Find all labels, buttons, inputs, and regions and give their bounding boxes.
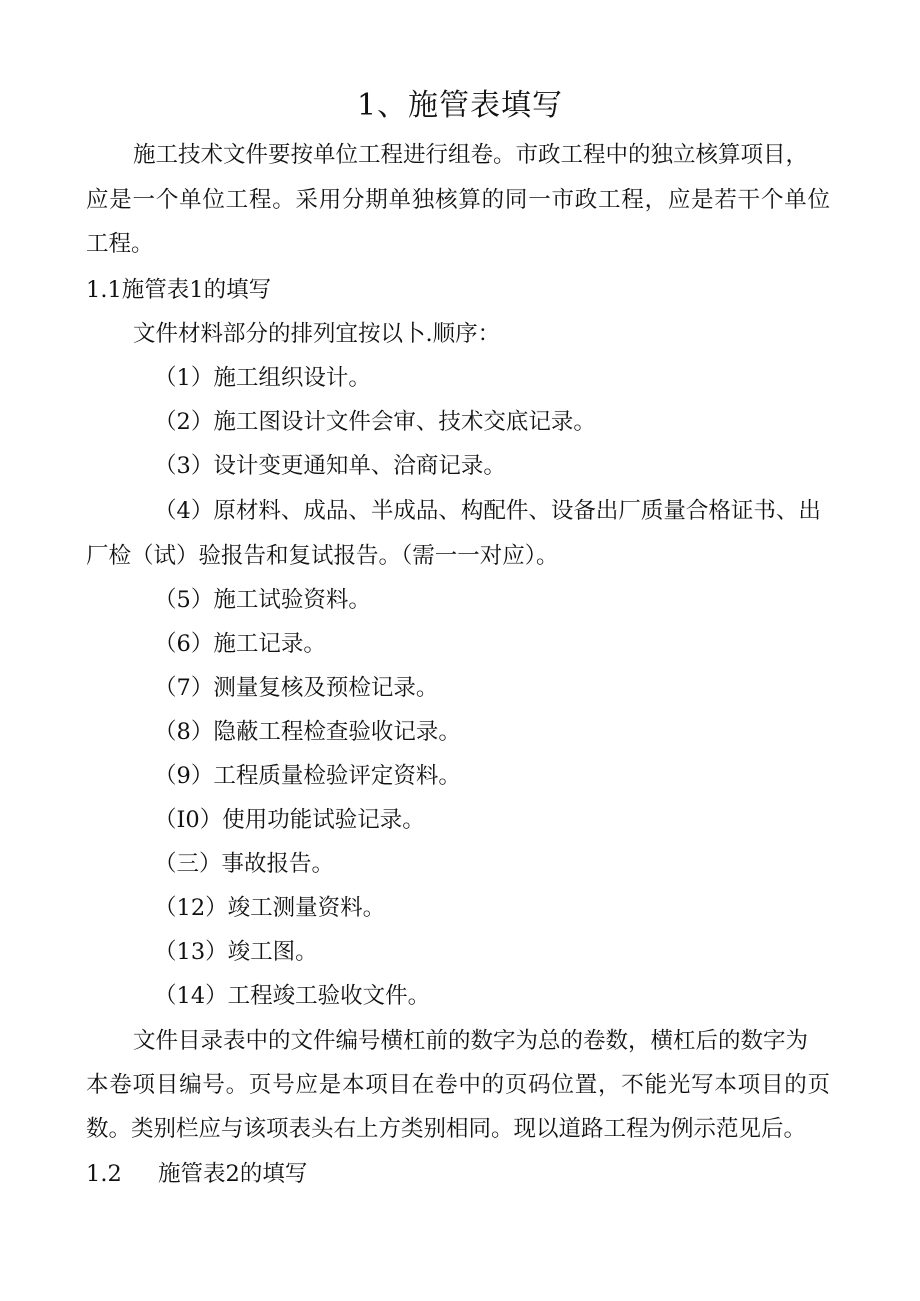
list-item: （3）设计变更通知单、洽商记录。: [154, 453, 506, 479]
section-heading-1-2: [86, 1152, 307, 1196]
closing-line-3: 数。类别栏应与该项表头右上方类别相同。现以道路工程为例示范见后。: [86, 1116, 807, 1142]
list-item-continuation: 厂检（试）验报告和复试报告。（需一一对应）。: [86, 543, 559, 569]
intro-line-1: 施工技术文件要按单位工程进行组卷。市政工程中的独立核算项目，: [133, 142, 809, 168]
list-item: （1）施工组织设计。: [154, 365, 371, 391]
list-item: （I0）使用功能试验记录。: [154, 807, 425, 833]
intro-line-2: 应是一个单位工程。采用分期单独核算的同一市政工程，应是若干个单位: [86, 187, 830, 213]
list-item: （三）事故报告。: [154, 851, 335, 877]
section-number: 1.2: [86, 1161, 122, 1187]
section-lead-text: 文件材料部分的排列宜按以卜.顺序：: [133, 321, 501, 347]
list-item: （8）隐蔽工程检查验收记录。: [154, 719, 461, 745]
closing-line-2: 本卷项目编号。页号应是本项目在卷中的页码位置，不能光写本项目的页: [86, 1072, 830, 1098]
list-item: （2）施工图设计文件会审、技术交底记录。: [154, 409, 596, 435]
list-item: （12）竣工测量资料。: [154, 895, 386, 921]
intro-line-3: 工程。: [86, 231, 154, 257]
list-item: （7）测量复核及预检记录。: [154, 675, 439, 701]
list-item: （4）原材料、成品、半成品、构配件、设备出厂质量合格证书、出: [154, 498, 821, 524]
list-item: （5）施工试验资料。: [154, 587, 371, 613]
section-label: 施管表2的填写: [158, 1161, 308, 1187]
list-item: （9）工程质量检验评定资料。: [154, 763, 461, 789]
page-title: 1、施管表填写: [356, 88, 564, 123]
list-item: （14）工程竣工验收文件。: [154, 983, 431, 1009]
section-heading-1-1: 1.1施管表1的填写: [86, 277, 272, 303]
list-item: （13）竣工图。: [154, 939, 318, 965]
list-item: （6）施工记录。: [154, 631, 326, 657]
closing-line-1: 文件目录表中的文件编号横杠前的数字为总的卷数，横杠后的数字为: [133, 1028, 809, 1054]
